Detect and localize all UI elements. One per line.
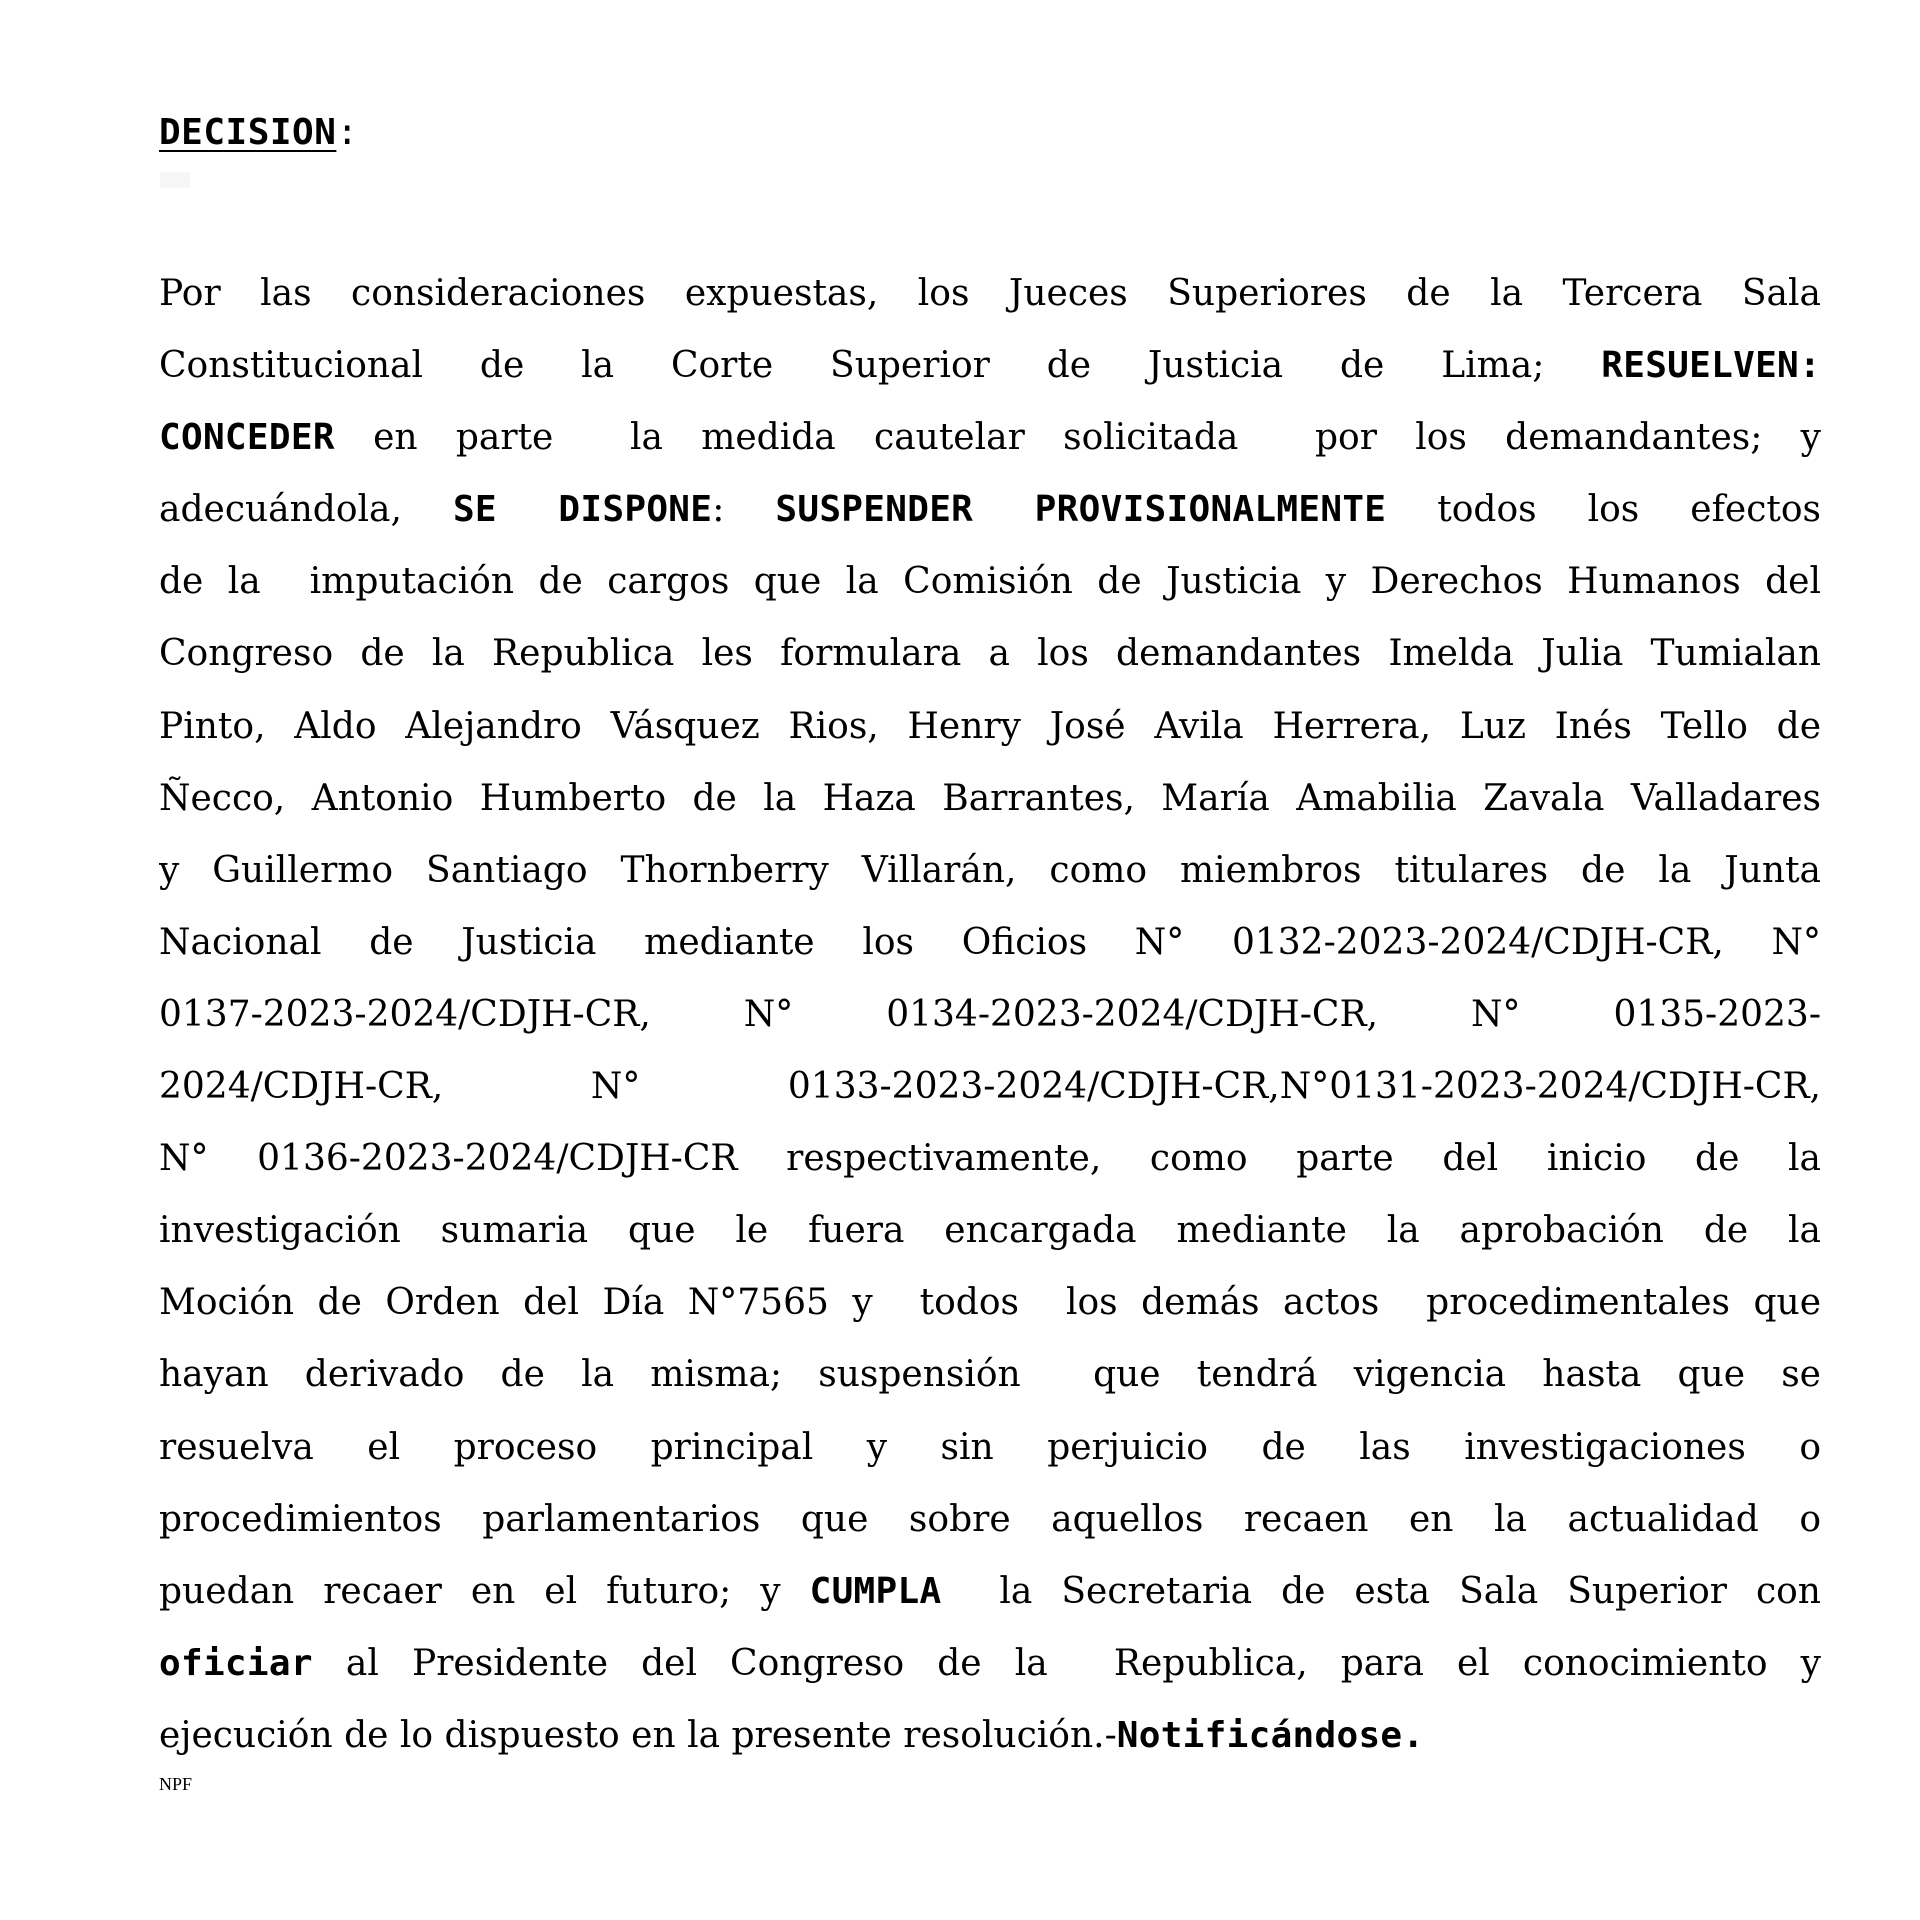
- text-run: Nacional de Justicia mediante los Oficios N° 0132-2023-2024/CDJH-CR, N°: [159, 921, 1821, 963]
- paragraph-line: [159, 835, 1821, 907]
- text-run: al Presidente del Congreso de la Republica, para el conocimiento y: [312, 1642, 1821, 1684]
- bold-text: oficiar: [159, 1642, 313, 1684]
- section-heading: [159, 112, 359, 153]
- text-run: Ñecco, Antonio Humberto de la Haza Barrantes, María Amabilia Zavala Valladares: [159, 777, 1821, 819]
- heading-title: DECISION: [159, 112, 337, 153]
- paragraph-line: [159, 1412, 1821, 1484]
- paragraph-line: [159, 330, 1821, 402]
- text-run: de la imputación de cargos que la Comisión de Justicia y Derechos Humanos del: [159, 561, 1821, 603]
- text-run: Moción de Orden del Día N°7565 y todos los demás actos procedimentales que: [159, 1282, 1821, 1324]
- bold-text: CUMPLA: [809, 1570, 942, 1612]
- text-run: 2024/CDJH-CR, N° 0133-2023-2024/CDJH-CR,N°0131-2023-2024/CDJH-CR,: [159, 1066, 1821, 1108]
- paragraph-line: [159, 618, 1821, 690]
- paragraph-line: [159, 1195, 1821, 1267]
- paragraph-line: [159, 691, 1821, 763]
- paragraph-line: [159, 907, 1821, 979]
- bold-text: SUSPENDER PROVISIONALMENTE: [775, 489, 1387, 531]
- paragraph-line: [159, 1700, 1821, 1772]
- paragraph-line: [159, 1556, 1821, 1628]
- paragraph-line: [159, 1628, 1821, 1700]
- bold-text: CONCEDER: [159, 417, 335, 459]
- text-run: ejecución de lo dispuesto en la presente resolución.-: [159, 1714, 1117, 1756]
- text-run: Pinto, Aldo Alejandro Vásquez Rios, Henry José Avila Herrera, Luz Inés Tello de: [159, 705, 1821, 747]
- text-run: la Secretaria de esta Sala Superior con: [941, 1570, 1821, 1612]
- paragraph-line: [159, 1339, 1821, 1411]
- paragraph-line: [159, 1123, 1821, 1195]
- text-run: y Guillermo Santiago Thornberry Villarán, como miembros titulares de la Junta: [159, 849, 1821, 891]
- text-run: Constitucional de la Corte Superior de Justicia de Lima;: [159, 345, 1602, 387]
- paragraph-line: [159, 402, 1821, 474]
- heading-colon: :: [336, 112, 359, 153]
- text-run: procedimientos parlamentarios que sobre aquellos recaen en la actualidad o: [159, 1498, 1821, 1540]
- paragraph-line: [159, 763, 1821, 835]
- paragraph-line: [159, 979, 1821, 1051]
- text-run: adecuándola,: [159, 489, 453, 531]
- bold-text: SE DISPONE: [452, 489, 713, 531]
- scan-artifact: [160, 172, 190, 188]
- bold-text: RESUELVEN:: [1601, 345, 1821, 387]
- paragraph-line: [159, 1051, 1821, 1123]
- paragraph-line: [159, 1267, 1821, 1339]
- paragraph-line: [159, 258, 1821, 330]
- decision-paragraph: [159, 258, 1821, 1772]
- text-run: :: [712, 489, 776, 531]
- text-run: 0137-2023-2024/CDJH-CR, N° 0134-2023-2024/CDJH-CR, N° 0135-2023-: [159, 993, 1821, 1035]
- bold-text: Notificándose.: [1116, 1714, 1425, 1756]
- paragraph-line: [159, 546, 1821, 618]
- paragraph-line: [159, 474, 1821, 546]
- text-run: investigación sumaria que le fuera encargada mediante la aprobación de la: [159, 1210, 1821, 1252]
- text-run: resuelva el proceso principal y sin perjuicio de las investigaciones o: [159, 1426, 1821, 1468]
- text-run: todos los efectos: [1386, 489, 1821, 531]
- text-run: Congreso de la Republica les formulara a los demandantes Imelda Julia Tumialan: [159, 633, 1821, 675]
- text-run: hayan derivado de la misma; suspensión que tendrá vigencia hasta que se: [159, 1354, 1821, 1396]
- text-run: Por las consideraciones expuestas, los Jueces Superiores de la Tercera Sala: [159, 273, 1821, 314]
- text-run: puedan recaer en el futuro; y: [159, 1570, 810, 1612]
- text-run: N° 0136-2023-2024/CDJH-CR respectivamente, como parte del inicio de la: [159, 1138, 1821, 1180]
- paragraph-line: [159, 1484, 1821, 1556]
- author-initials: NPF: [159, 1774, 193, 1794]
- text-run: en parte la medida cautelar solicitada por los demandantes; y: [334, 417, 1821, 459]
